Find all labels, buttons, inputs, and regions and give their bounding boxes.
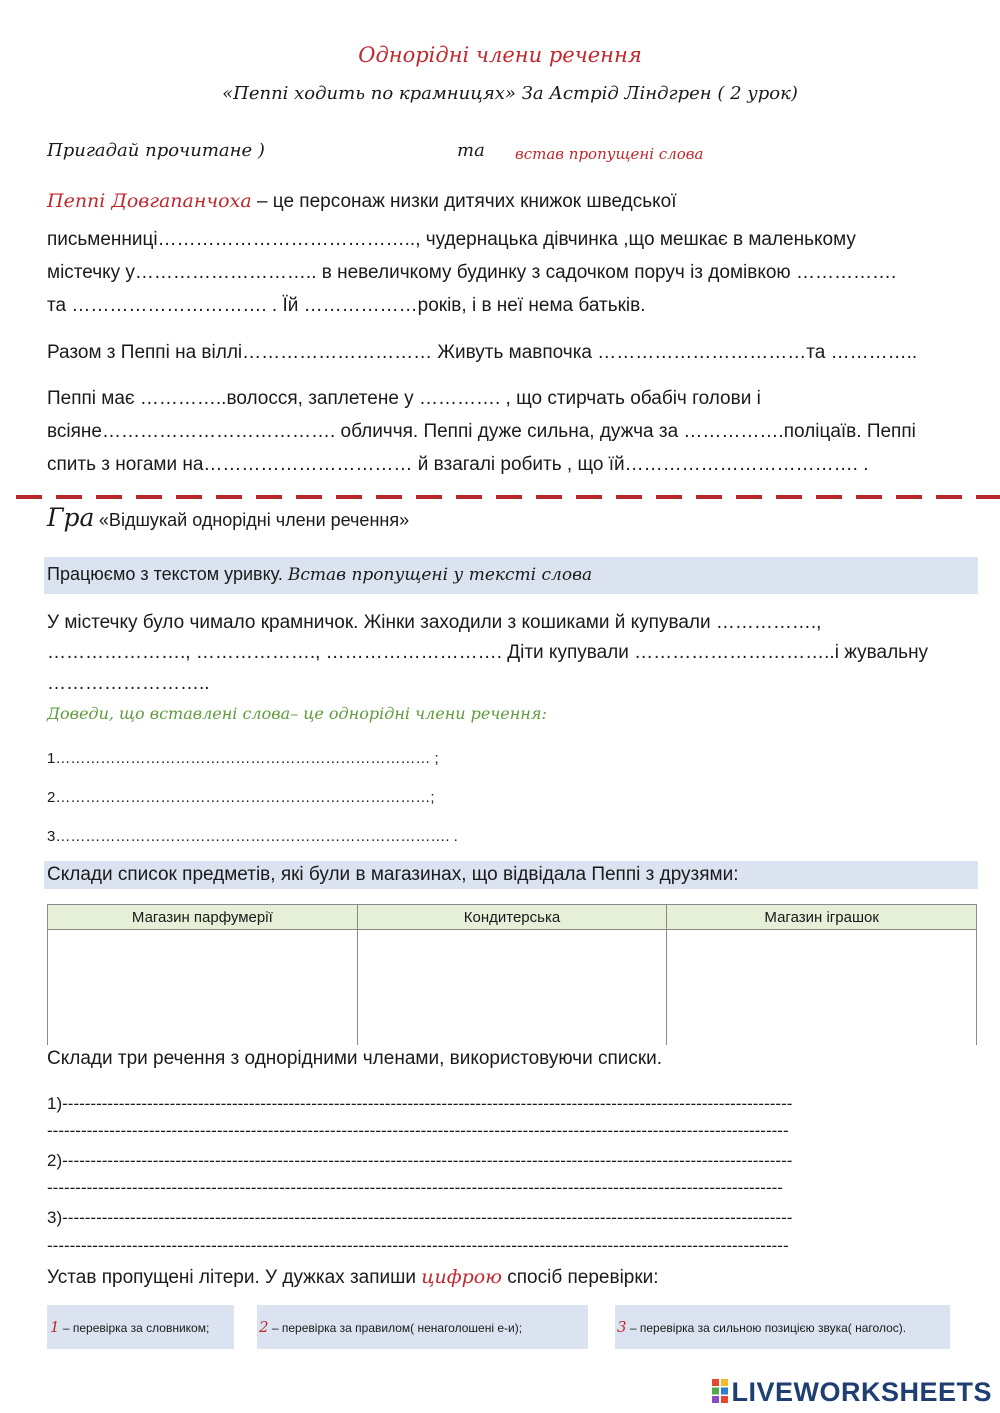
- task3-label: Склади три речення з однорідними членами, використовуючи списки.: [47, 1048, 663, 1069]
- para2-line1: Разом з Пеппі на віллі………………………… Живуть мавпочка ……………………………та …………..: [47, 342, 918, 363]
- logo-text: LIVEWORKSHEETS: [731, 1377, 992, 1407]
- para3-line3: спить з ногами на…………………………… й взагалі робить , що їй………………………………. .: [47, 454, 869, 475]
- task4-label-after: спосіб перевірки:: [501, 1267, 659, 1288]
- character-name: Пеппі Довгапанчоха: [47, 190, 252, 212]
- para1-line4: та …………………………. . Їй ………………років, і в неї нема батьків.: [47, 295, 646, 316]
- para1-line1-rest: – це персонаж низки дитячих книжок шведської: [251, 191, 677, 212]
- para3-line2: всіяне………………………………. обличчя. Пеппі дуже сильна, дужча за …………….поліцаїв. Пеппі: [47, 421, 916, 442]
- task4-label-highlight: цифрою: [421, 1266, 502, 1288]
- task4-label-before: Устав пропущені літери. У дужках запиши: [47, 1267, 422, 1288]
- sentence-line-2[interactable]: 2)---------------------------------------------------------------------------------------------------------------------------------: [47, 1151, 793, 1170]
- legend-text-3: – перевірка за сильною позицією звука( наголос).: [626, 1321, 907, 1335]
- cell-confectionery[interactable]: [357, 930, 667, 1046]
- cell-perfume[interactable]: [48, 930, 358, 1046]
- cell-toys[interactable]: [667, 930, 977, 1046]
- task1-line2: …………………., ………………., ………………………. Діти купували …………………………..і жувальну: [47, 642, 929, 663]
- game-word: Гра: [47, 503, 95, 532]
- answer-line-2[interactable]: 2…………………………………………………………………;: [47, 789, 435, 806]
- logo-blocks-icon: [712, 1379, 728, 1403]
- task1-prove: Доведи, що вставлені слова– це однорідні члени речення:: [47, 704, 547, 723]
- recall-label: Пригадай прочитане ): [47, 140, 265, 161]
- answer-line-3[interactable]: 3……………………………………………………………………. .: [47, 828, 458, 845]
- game-title: «Відшукай однорідні члени речення»: [98, 510, 410, 530]
- legend-num-3: 3: [617, 1318, 627, 1336]
- page-title: Однорідні члени речення: [358, 43, 642, 67]
- game-heading: [47, 503, 409, 532]
- task1-instruction: Встав пропущені у тексті слова: [287, 565, 593, 585]
- recall-instruction: встав пропущені слова: [515, 145, 704, 163]
- legend-text-1: – перевірка за словником;: [59, 1321, 210, 1335]
- task2-label: Склади список предметів, які були в магазинах, що відвідала Пеппі з друзями:: [47, 864, 739, 885]
- sentence-line-3[interactable]: 3)---------------------------------------------------------------------------------------------------------------------------------: [47, 1208, 793, 1227]
- column-header-confectionery: Кондитерська: [357, 905, 667, 930]
- task4-label: [47, 1266, 659, 1289]
- column-header-toys: Магазин іграшок: [667, 905, 977, 930]
- para3-line1: Пеппі має …………..волосся, заплетене у …………. , що стирчать обабіч голови і: [47, 388, 761, 409]
- task1-line1: У містечку було чимало крамничок. Жінки заходили з кошиками й купували …………….,: [47, 612, 822, 633]
- column-header-perfume: Магазин парфумерії: [48, 905, 358, 930]
- recall-and: та: [457, 140, 485, 161]
- dashed-separator: [16, 495, 1000, 499]
- page-subtitle: «Пеппі ходить по крамницях» За Астрід Ліндгрен ( 2 урок): [222, 83, 798, 104]
- sentence-line-1[interactable]: 1)---------------------------------------------------------------------------------------------------------------------------------: [47, 1094, 793, 1113]
- para1-line1: [47, 190, 676, 213]
- legend-item-1: [50, 1318, 209, 1336]
- sentence-line-2b[interactable]: ----------------------------------------------------------------------------------------------------------------------------------: [47, 1178, 783, 1197]
- task1-header: [47, 564, 592, 585]
- task1-line3: ……………………..: [47, 673, 210, 694]
- para1-line2: письменниці………………………………….., чудернацька дівчинка ,що мешкає в маленькому: [47, 229, 856, 250]
- liveworksheets-logo: [712, 1377, 992, 1408]
- task1-label: Працюємо з текстом уривку.: [47, 564, 283, 584]
- para1-line3: містечку у……………………….. в невеличкому будинку з садочком поруч із домівкою …………….: [47, 262, 897, 283]
- legend-text-2: – перевірка за правилом( ненаголошені е-и);: [268, 1321, 523, 1335]
- legend-num-1: 1: [50, 1318, 60, 1336]
- shops-table: [47, 904, 977, 1045]
- legend-item-3: [617, 1318, 906, 1336]
- sentence-line-1b[interactable]: -----------------------------------------------------------------------------------------------------------------------------------: [47, 1121, 789, 1140]
- sentence-line-3b[interactable]: -----------------------------------------------------------------------------------------------------------------------------------: [47, 1236, 789, 1255]
- answer-line-1[interactable]: 1………………………………………………………………… ;: [47, 750, 439, 767]
- legend-num-2: 2: [259, 1318, 269, 1336]
- legend-item-2: [259, 1318, 522, 1336]
